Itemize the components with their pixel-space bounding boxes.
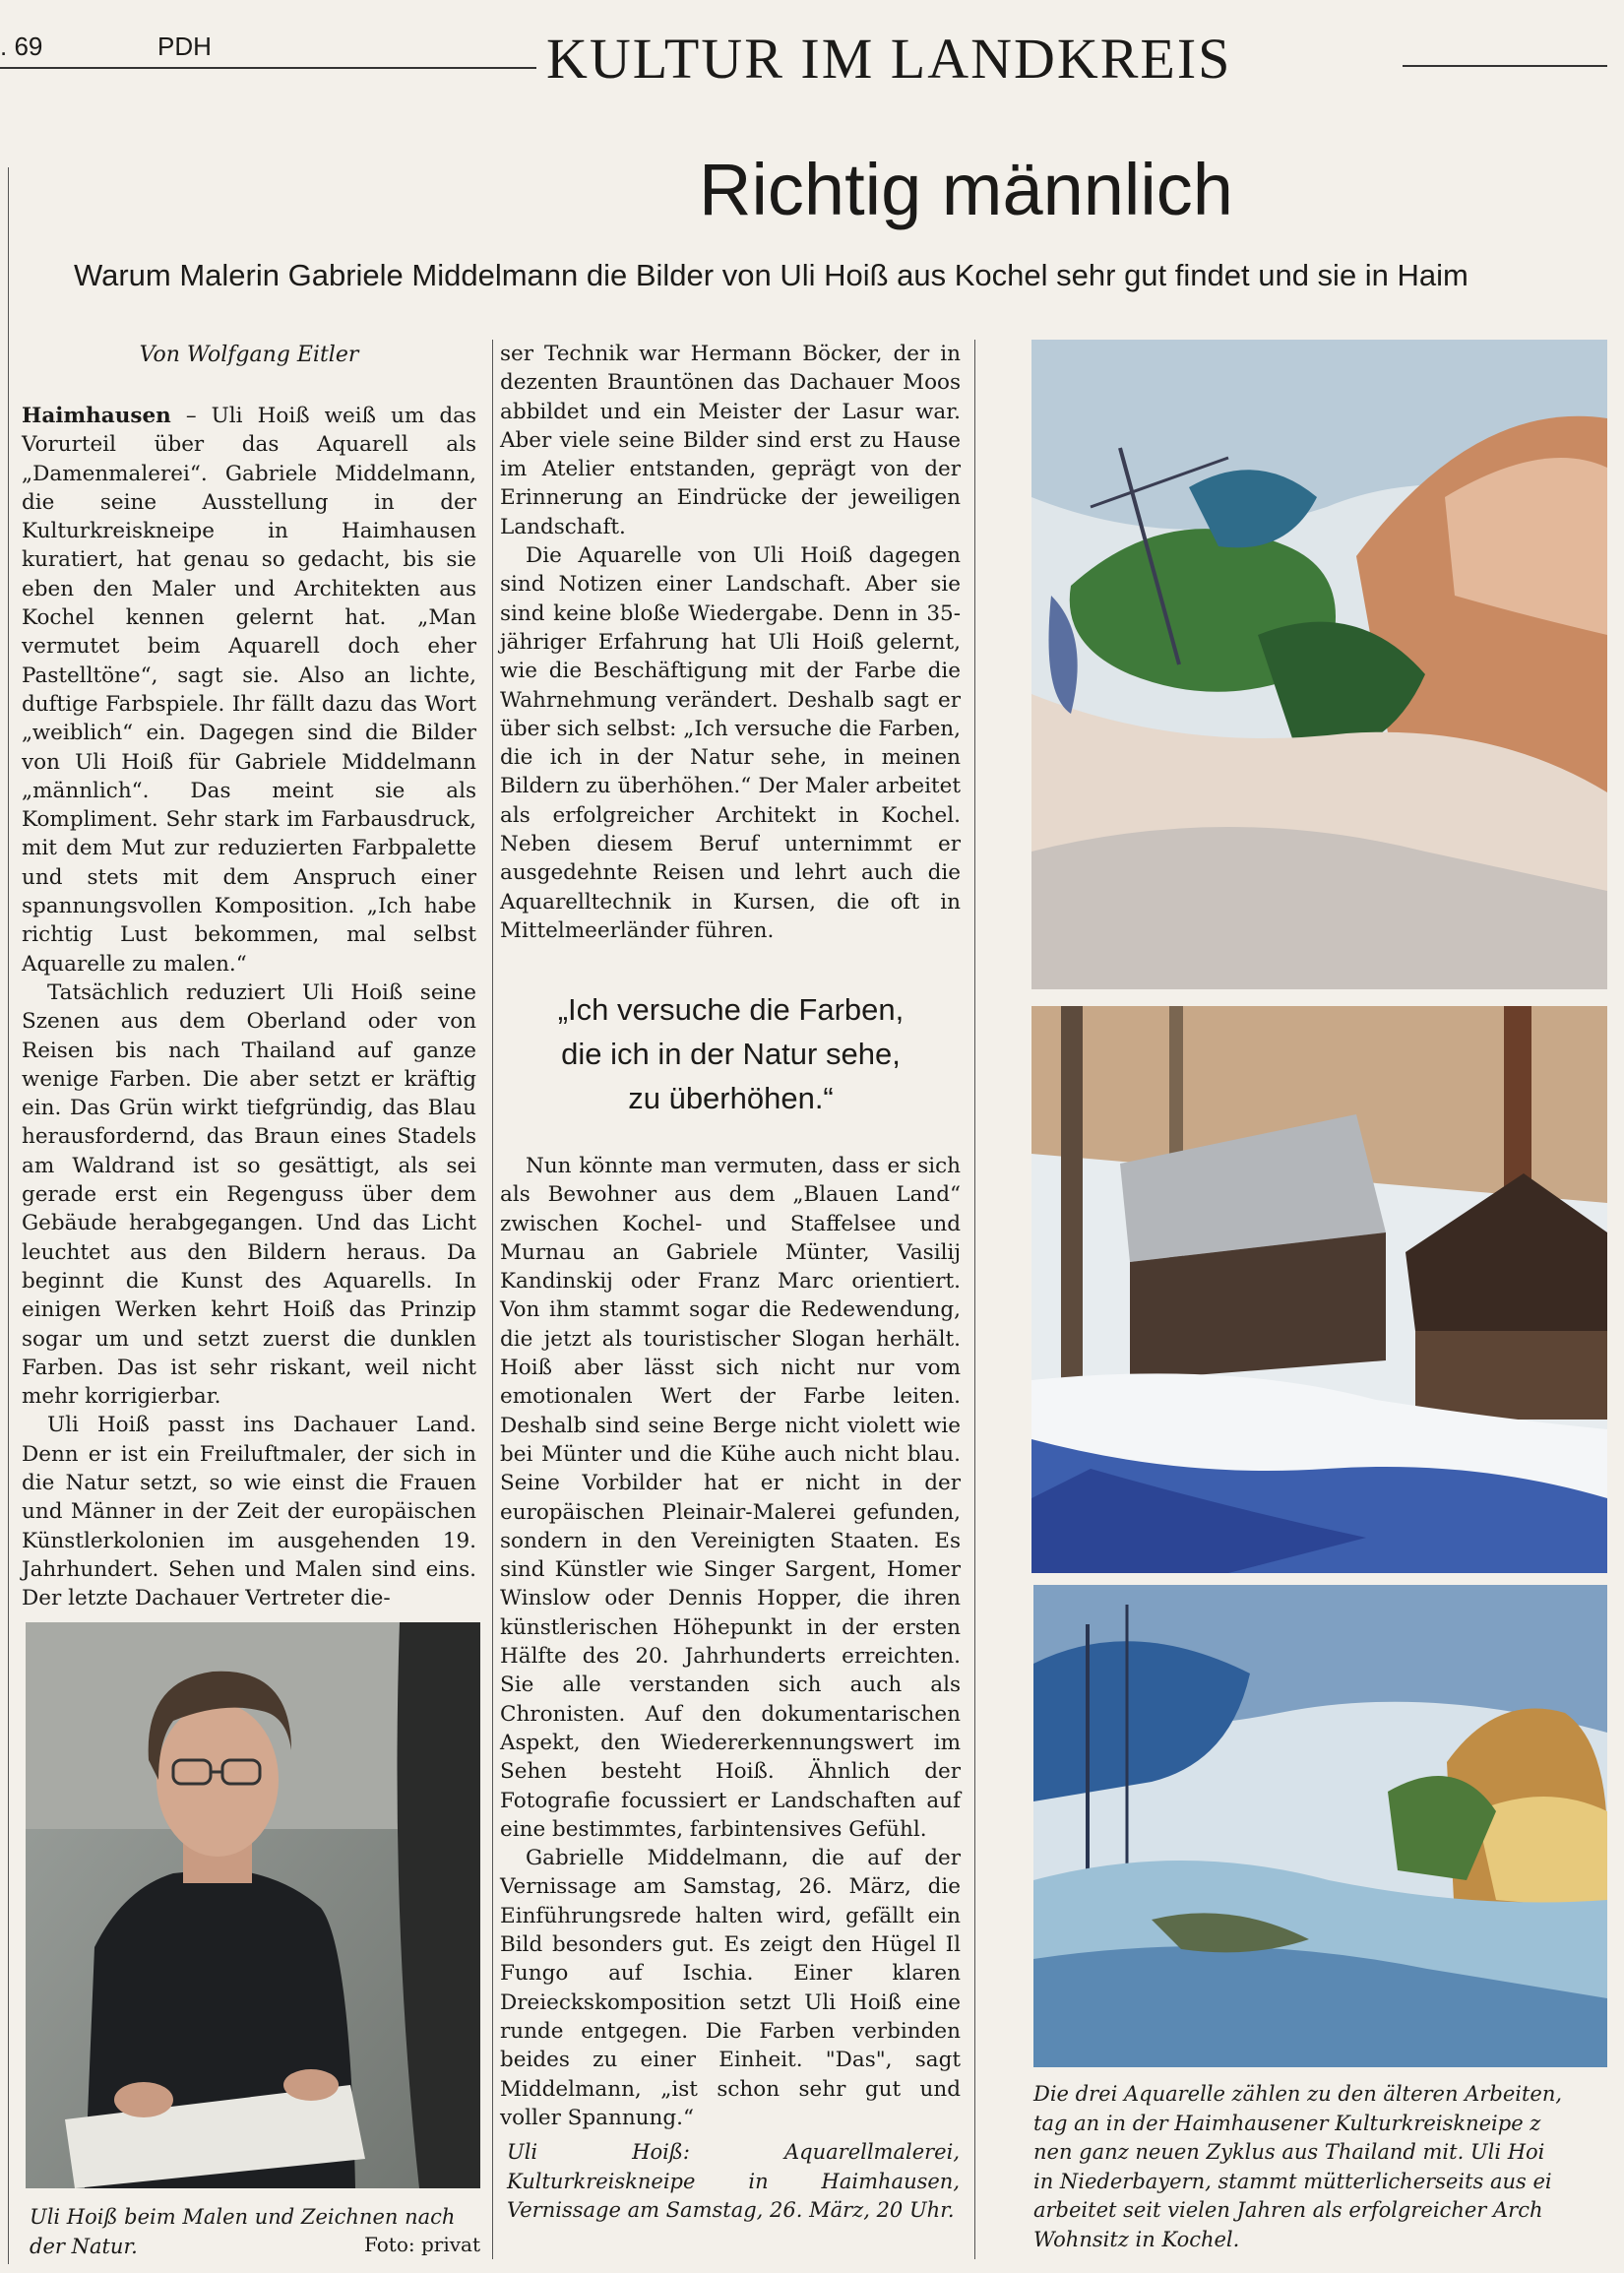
exhibition-info: Uli Hoiß: Aquarellmalerei, Kulturkreiskneipe in Haimhausen, Vernissage am Samstag, 26. März, 20 Uhr.	[507, 2140, 960, 2222]
caption-line: in Niederbayern, stammt mütterlicherseits aus ei	[1033, 2169, 1552, 2193]
paragraph: Die Aquarelle von Uli Hoiß dagegen sind Notizen einer Landschaft. Aber sie sind keine bloße Wiedergabe. Denn in 35-jähriger Erfahrung hat Uli Hoiß gelernt, wie die Beschäftigung mit der Farbe die Wahrnehmung verändert. Deshalb sagt er über sich selbst: „Ich versuche die Farben, die ich in der Natur sehe, in meinen Bildern zu überhöhen.“ Der Maler arbeitet als erfolgreicher Architekt in Kochel. Neben diesem Beruf unternimmt er ausgedehnte Reisen und lehrt auch die Aquarelltechnik in Kursen, die oft in Mittelmeerländer führen.	[500, 543, 961, 943]
left-margin-rule	[8, 167, 9, 2264]
watercolor-painting-2	[1031, 1006, 1607, 1573]
paragraph: Nun könnte man vermuten, dass er sich als Bewohner aus dem „Blauen Land“ zwischen Kochel- und Staffelsee und Murnau an Gabriele Münter, Vasilij Kandinskij oder Franz Marc orientiert. Von ihm stammt sogar die Redewendung, die jetzt als touristischer Slogan herhält. Hoiß aber lässt sich nicht nur vom emotionalen Wert der Farbe leiten. Deshalb sind seine Berge nicht violett wie bei Münter und die Kühe auch nicht blau. Seine Vorbilder hat er nicht in der europäischen Pleinair-Malerei gefunden, sondern in den Vereinigten Staaten. Es sind Künstler wie Singer Sargent, Homer Winslow oder Dennis Hopper, die ihren künstlerischen Höhepunkt in der ersten Hälfte des 20. Jahrhunderts erreichten. Sie alle verstanden sich auch als Chronisten. Auf den dokumentarischen Aspekt, den Wiedererkennungswert im Sehen besteht Hoiß. Ähnlich der Fotografie focussiert er Landschaften auf eine bestimmtes, farbintensives Gefühl.	[500, 1154, 961, 1842]
paragraph: Gabrielle Middelmann, die auf der Vernissage am Samstag, 26. März, die Einführungsrede halten wird, gefällt ein Bild besonders gut. Es zeigt den Hügel Il Fungo auf Ischia. Einer klaren Dreieckskomposition setzt Uli Hoiß eine runde entgegen. Die Farben verbinden beides zu einer Einheit. "Das", sagt Middelmann, „ist schon sehr gut und voller Spannung.“	[500, 1846, 961, 2130]
paragraph: Uli Hoiß passt ins Dachauer Land. Denn er ist ein Freiluftmaler, der sich in die Natur setzt, so wie einst die Frauen und Männer in der Zeit der europäischen Künstlerkolonien im ausgehenden 19. Jahrhundert. Sehen und Malen sind eins. Der letzte Dachauer Vertreter die-	[22, 1413, 476, 1611]
watercolor-image	[1033, 1585, 1607, 2067]
pull-quote-line: die ich in der Natur sehe,	[561, 1037, 901, 1071]
paintings-caption	[1033, 2080, 1624, 2254]
artist-photo	[26, 1622, 480, 2188]
paragraph: ser Technik war Hermann Böcker, der in dezenten Brauntönen das Dachauer Moos abbildet und ein Meister der Lasur war. Aber viele seine Bilder sind erst zu Hause im Atelier entstanden, geprägt von der Erinnerung an Eindrücke der jeweiligen Landschaft.	[500, 342, 961, 539]
photo-caption: Uli Hoiß beim Malen und Zeichnen nach der Natur.	[30, 2205, 456, 2258]
watercolor-painting-3	[1033, 1585, 1607, 2067]
caption-line: Wohnsitz in Kochel.	[1033, 2227, 1240, 2251]
headline: Richtig männlich	[699, 149, 1233, 230]
section-title: KULTUR IM LANDKREIS	[546, 27, 1232, 91]
paragraph: Tatsächlich reduziert Uli Hoiß seine Szenen aus dem Oberland oder von Reisen bis nach Thailand auf ganze wenige Farben. Die aber setzt er kräftig ein. Das Grün wirkt tiefgründig, das Blau herausfordernd, das Braun eines Stadels am Waldrand ist so gesättigt, als sei gerade erst ein Regenguss über dem Gebäude herabgegangen. Und das Licht leuchtet aus den Bildern heraus. Da beginnt die Kunst des Aquarells. In einigen Werken kehrt Hoiß das Prinzip sogar um und setzt zuerst die dunklen Farben. Das ist sehr riskant, weil nicht mehr korrigierbar.	[22, 979, 476, 1410]
header-rule-left	[0, 67, 536, 69]
pull-quote-line: „Ich versuche die Farben,	[557, 992, 905, 1027]
article-column-1	[22, 402, 476, 1611]
article-column-2-top	[500, 340, 961, 950]
pull-quote	[507, 987, 955, 1120]
dateline: Haimhausen	[22, 404, 171, 428]
watercolor-image	[1031, 340, 1607, 989]
column-rule-1	[492, 340, 493, 2259]
edition-code: PDH	[157, 32, 212, 61]
caption-line: nen ganz neuen Zyklus aus Thailand mit. Uli Hoi	[1033, 2140, 1545, 2164]
column-rule-2	[974, 340, 975, 2259]
artist-portrait-image	[26, 1622, 480, 2188]
watercolor-painting-1	[1031, 340, 1607, 989]
caption-line: arbeitet seit vielen Jahren als erfolgreicher Arch	[1033, 2198, 1543, 2222]
paragraph: Haimhausen – Uli Hoiß weiß um das Vorurteil über das Aquarell als „Damenmalerei“. Gabriele Middelmann, die seine Ausstellung in der Kulturkreiskneipe in Haimhausen kuratiert, hat genau so gedacht, bis sie eben den Maler und Architekten aus Kochel kennen gelernt hat. „Man vermutet beim Aquarell doch eher Pastelltöne“, sagt sie. Also an lichte, duftige Farbspiele. Ihr fällt dazu das Wort „weiblich“ ein. Dagegen sind die Bilder von Uli Hoiß für Gabriele Middelmann „männlich“. Das meint sie als Kompliment. Sehr stark im Farbausdruck, mit dem Mut zur reduzierten Farbpalette und stets mit dem Anspruch einer spannungsvollen Komposition. „Ich habe richtig Lust bekommen, mal selbst Aquarelle zu malen.“	[22, 404, 476, 977]
byline: Von Wolfgang Eitler	[139, 343, 359, 367]
caption-line: Die drei Aquarelle zählen zu den älteren Arbeiten,	[1033, 2082, 1563, 2106]
page-number: . 69	[0, 32, 43, 61]
subheadline: Warum Malerin Gabriele Middelmann die Bilder von Uli Hoiß aus Kochel sehr gut findet und sie in Haim	[74, 258, 1468, 292]
article-column-2-bottom	[500, 1152, 961, 2130]
caption-line: tag an in der Haimhausener Kulturkreiskneipe z	[1033, 2111, 1541, 2135]
header-rule-right	[1403, 65, 1607, 67]
photo-credit: Foto: privat	[363, 2233, 480, 2256]
watercolor-image	[1031, 1006, 1607, 1573]
pull-quote-line: zu überhöhen.“	[628, 1081, 834, 1115]
